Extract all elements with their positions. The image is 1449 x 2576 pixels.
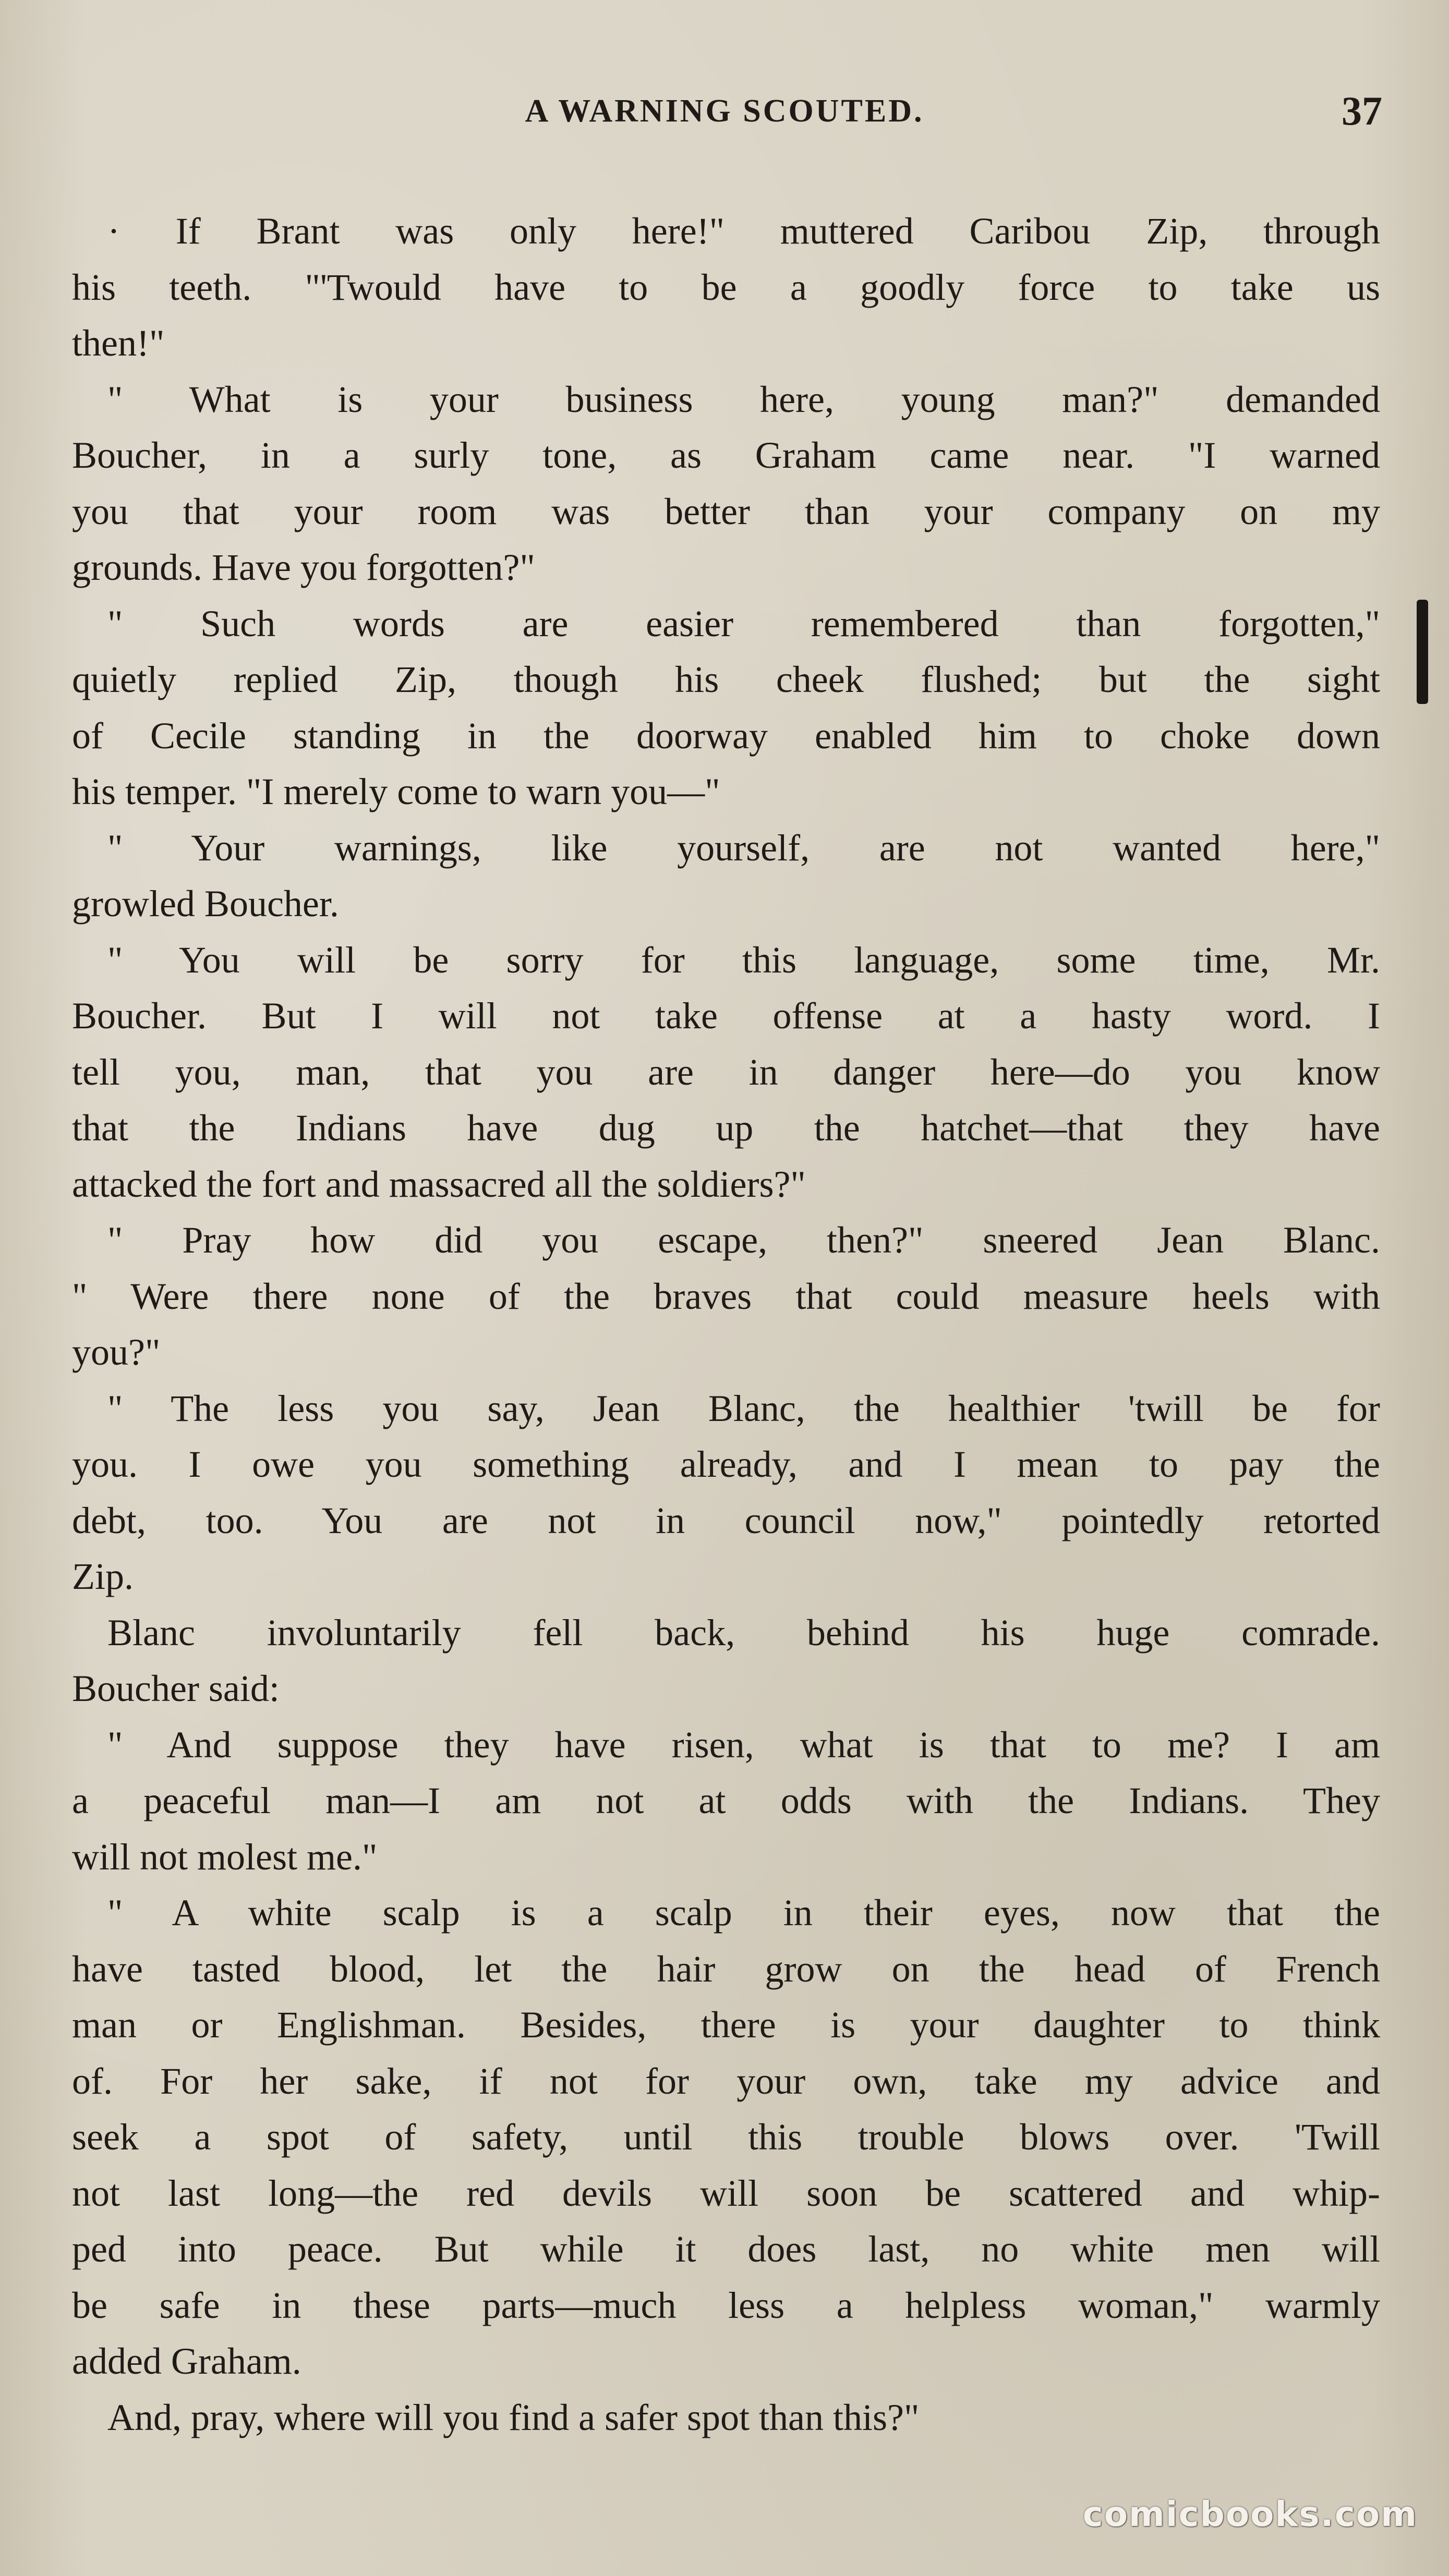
text-line: " A white scalp is a scalp in their eyes, now that the	[107, 1892, 1380, 1934]
text-line: of Cecile standing in the doorway enabled him to choke down	[72, 714, 1380, 757]
text-line: " You will be sorry for this language, some time, Mr.	[107, 939, 1380, 981]
text-line: attacked the fort and massacred all the soldiers?"	[72, 1163, 806, 1205]
text-line: · If Brant was only here!" muttered Caribou Zip, through	[107, 210, 1380, 252]
text-line: " Your warnings, like yourself, are not wanted here,"	[107, 827, 1380, 869]
text-line: Boucher said:	[72, 1668, 280, 1709]
text-line: a peaceful man—I am not at odds with the Indians. They	[72, 1780, 1380, 1821]
text-line: growled Boucher.	[72, 883, 339, 925]
text-line: his teeth. "'Twould have to be a goodly force to take us	[72, 266, 1380, 308]
text-line: be safe in these parts—much less a helpless woman," warmly	[72, 2284, 1380, 2326]
page-number: 37	[1342, 88, 1382, 133]
body-text	[72, 203, 1380, 2446]
text-line: Boucher, in a surly tone, as Graham came near. "I warned	[72, 434, 1380, 476]
text-line: debt, too. You are not in council now," pointedly retorted	[72, 1499, 1380, 1541]
text-line: you?"	[72, 1331, 161, 1373]
text-line: will not molest me."	[72, 1836, 378, 1878]
text-line: " Pray how did you escape, then?" sneered Jean Blanc.	[107, 1219, 1380, 1261]
text-line: of. For her sake, if not for your own, take my advice and	[72, 2060, 1380, 2102]
text-line: then!"	[72, 322, 165, 364]
text-line: Blanc involuntarily fell back, behind his huge comrade.	[107, 1611, 1380, 1654]
text-line: you. I owe you something already, and I mean to pay the	[72, 1443, 1380, 1485]
text-line: his temper. "I merely come to warn you—"	[72, 771, 720, 812]
ink-smudge	[1417, 600, 1428, 704]
text-line: " And suppose they have risen, what is that to me? I am	[107, 1723, 1380, 1766]
text-line: man or Englishman. Besides, there is your daughter to think	[72, 2004, 1380, 2046]
text-line: you that your room was better than your company on my	[72, 490, 1380, 532]
text-line: " Such words are easier remembered than forgotten,"	[107, 602, 1380, 645]
watermark: comicbooks.com	[1082, 2494, 1418, 2534]
text-line: grounds. Have you forgotten?"	[72, 546, 535, 588]
text-line: " Were there none of the braves that could measure heels with	[72, 1275, 1380, 1317]
text-line: tell you, man, that you are in danger here—do you know	[72, 1051, 1380, 1093]
text-line: seek a spot of safety, until this trouble blows over. 'Twill	[72, 2116, 1380, 2158]
text-line: that the Indians have dug up the hatchet—that they have	[72, 1107, 1380, 1149]
text-line: " The less you say, Jean Blanc, the healthier 'twill be for	[107, 1387, 1380, 1429]
text-line: ped into peace. But while it does last, no white men will	[72, 2228, 1380, 2270]
text-line: not last long—the red devils will soon be scattered and whip-	[72, 2172, 1380, 2214]
text-line: " What is your business here, young man?" demanded	[107, 378, 1380, 420]
text-line: have tasted blood, let the hair grow on the head of French	[72, 1948, 1380, 1990]
text-line: quietly replied Zip, though his cheek flushed; but the sight	[72, 659, 1380, 700]
running-head: A WARNING SCOUTED.	[525, 93, 924, 129]
text-line: added Graham.	[72, 2340, 301, 2382]
text-line: Boucher. But I will not take offense at a hasty word. I	[72, 995, 1380, 1037]
text-line: And, pray, where will you find a safer spot than this?"	[107, 2396, 920, 2438]
text-line: Zip.	[72, 1556, 134, 1597]
